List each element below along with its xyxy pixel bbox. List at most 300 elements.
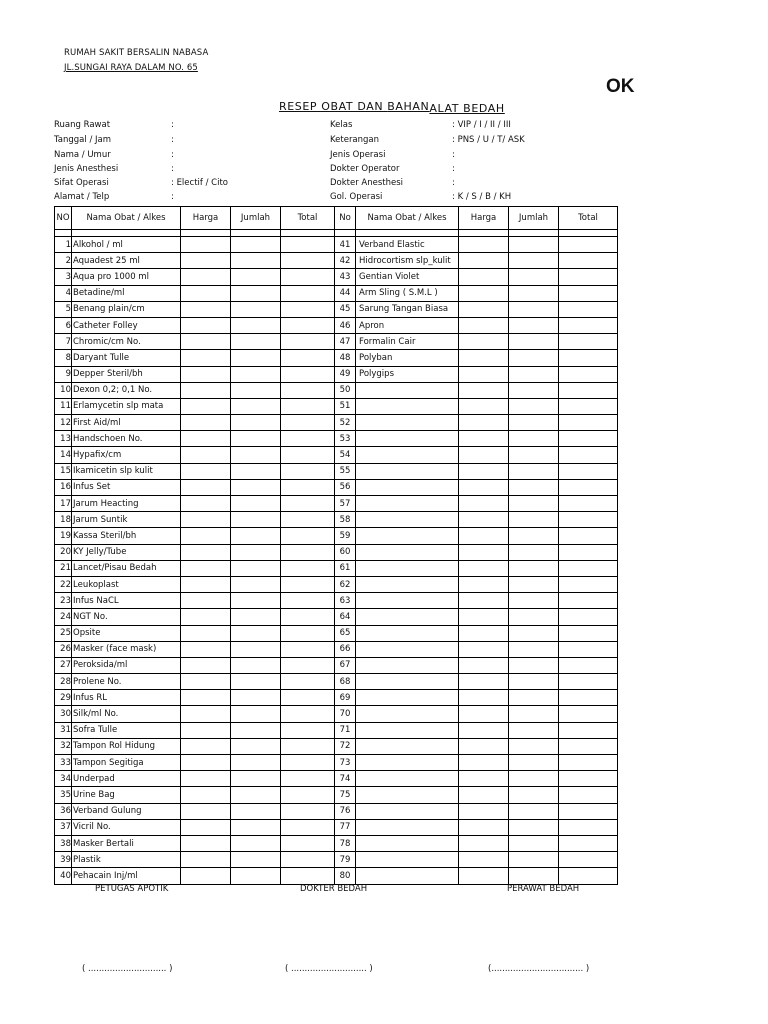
quantity-cell[interactable] [231,835,281,851]
quantity-cell[interactable] [509,447,559,463]
quantity-cell[interactable] [509,657,559,673]
item-name [356,415,459,431]
price-cell[interactable] [181,560,231,576]
item-number: 17 [55,496,72,512]
total-cell[interactable] [559,431,618,447]
price-cell[interactable] [459,803,509,819]
quantity-cell[interactable] [509,755,559,771]
quantity-cell[interactable] [231,382,281,398]
quantity-cell[interactable] [509,674,559,690]
total-cell[interactable] [559,819,618,835]
price-cell[interactable] [459,657,509,673]
header-total-right: Total [559,207,618,230]
quantity-cell[interactable] [231,285,281,301]
total-cell[interactable] [281,317,335,333]
quantity-cell[interactable] [509,803,559,819]
total-cell[interactable] [281,690,335,706]
price-cell[interactable] [459,771,509,787]
item-name [356,560,459,576]
price-cell[interactable] [181,463,231,479]
spacer-cell [356,230,459,237]
quantity-cell[interactable] [509,576,559,592]
quantity-cell[interactable] [509,868,559,884]
quantity-cell[interactable] [231,576,281,592]
total-cell[interactable] [559,415,618,431]
price-cell[interactable] [459,852,509,868]
quantity-cell[interactable] [509,819,559,835]
quantity-cell[interactable] [509,431,559,447]
price-cell[interactable] [459,544,509,560]
price-cell[interactable] [181,868,231,884]
quantity-cell[interactable] [231,771,281,787]
total-cell[interactable] [281,609,335,625]
price-cell[interactable] [181,755,231,771]
total-cell[interactable] [281,431,335,447]
total-cell[interactable] [281,722,335,738]
signature-line[interactable]: (.................................. ) [488,964,590,974]
total-cell[interactable] [559,528,618,544]
total-cell[interactable] [559,771,618,787]
total-cell[interactable] [559,593,618,609]
price-cell[interactable] [181,803,231,819]
total-cell[interactable] [559,560,618,576]
item-number: 24 [55,609,72,625]
total-cell[interactable] [281,301,335,317]
total-cell[interactable] [281,253,335,269]
table-row [55,528,618,544]
price-cell[interactable] [181,382,231,398]
field-label: Gol. Operasi [330,192,383,202]
total-cell[interactable] [281,366,335,382]
price-cell[interactable] [181,269,231,285]
field-value[interactable]: : [452,164,455,174]
total-cell[interactable] [281,447,335,463]
item-name: Chromic/cm No. [72,334,181,350]
quantity-cell[interactable] [231,738,281,754]
quantity-cell[interactable] [231,528,281,544]
item-name [356,593,459,609]
total-cell[interactable] [559,496,618,512]
quantity-cell[interactable] [231,366,281,382]
field-label: Keterangan [330,135,380,145]
quantity-cell[interactable] [509,317,559,333]
price-cell[interactable] [181,576,231,592]
header-price-left: Harga [181,207,231,230]
total-cell[interactable] [559,512,618,528]
price-cell[interactable] [459,528,509,544]
price-cell[interactable] [459,317,509,333]
total-cell[interactable] [281,706,335,722]
quantity-cell[interactable] [231,787,281,803]
price-cell[interactable] [459,593,509,609]
price-cell[interactable] [459,350,509,366]
item-name [356,528,459,544]
item-name: Jarum Suntik [72,512,181,528]
item-name: Apron [356,317,459,333]
total-cell[interactable] [559,350,618,366]
quantity-cell[interactable] [509,852,559,868]
total-cell[interactable] [559,382,618,398]
field-label: Jenis Anesthesi [54,164,119,174]
quantity-cell[interactable] [509,285,559,301]
quantity-cell[interactable] [509,690,559,706]
total-cell[interactable] [559,625,618,641]
quantity-cell[interactable] [509,641,559,657]
quantity-cell[interactable] [509,722,559,738]
price-cell[interactable] [459,722,509,738]
field-value[interactable]: : PNS / U / T/ ASK [452,135,525,145]
price-cell[interactable] [181,852,231,868]
price-cell[interactable] [181,317,231,333]
total-cell[interactable] [559,803,618,819]
total-cell[interactable] [281,576,335,592]
quantity-cell[interactable] [509,706,559,722]
total-cell[interactable] [281,350,335,366]
field-value[interactable]: : VIP / I / II / III [452,120,511,130]
total-cell[interactable] [559,253,618,269]
table-row [55,560,618,576]
total-cell[interactable] [559,544,618,560]
total-cell[interactable] [559,237,618,253]
field-value[interactable]: : [171,135,174,145]
quantity-cell[interactable] [231,690,281,706]
total-cell[interactable] [559,576,618,592]
total-cell[interactable] [281,674,335,690]
hospital-name: RUMAH SAKIT BERSALIN NABASA [64,48,209,58]
price-cell[interactable] [181,398,231,414]
quantity-cell[interactable] [231,301,281,317]
price-cell[interactable] [459,447,509,463]
quantity-cell[interactable] [509,496,559,512]
total-cell[interactable] [559,398,618,414]
item-name [356,479,459,495]
total-cell[interactable] [281,852,335,868]
field-value[interactable]: : [171,192,174,202]
price-cell[interactable] [181,544,231,560]
total-cell[interactable] [559,317,618,333]
total-cell[interactable] [281,285,335,301]
quantity-cell[interactable] [509,350,559,366]
quantity-cell[interactable] [231,431,281,447]
item-number: 19 [55,528,72,544]
field-label: Dokter Anesthesi [330,178,404,188]
total-cell[interactable] [281,560,335,576]
total-cell[interactable] [559,674,618,690]
quantity-cell[interactable] [231,350,281,366]
price-cell[interactable] [459,512,509,528]
total-cell[interactable] [281,479,335,495]
total-cell[interactable] [281,819,335,835]
price-cell[interactable] [181,447,231,463]
quantity-cell[interactable] [231,868,281,884]
item-number: 57 [335,496,356,512]
quantity-cell[interactable] [231,657,281,673]
quantity-cell[interactable] [509,609,559,625]
price-cell[interactable] [181,625,231,641]
total-cell[interactable] [559,755,618,771]
quantity-cell[interactable] [231,706,281,722]
price-cell[interactable] [459,868,509,884]
price-cell[interactable] [459,576,509,592]
quantity-cell[interactable] [231,496,281,512]
quantity-cell[interactable] [509,334,559,350]
price-cell[interactable] [181,835,231,851]
quantity-cell[interactable] [509,301,559,317]
quantity-cell[interactable] [231,674,281,690]
item-number: 74 [335,771,356,787]
item-number: 33 [55,755,72,771]
total-cell[interactable] [281,528,335,544]
total-cell[interactable] [559,657,618,673]
price-cell[interactable] [459,819,509,835]
field-value[interactable]: : [171,120,174,130]
total-cell[interactable] [281,463,335,479]
item-name [356,576,459,592]
field-value[interactable]: : Electif / Cito [171,178,228,188]
quantity-cell[interactable] [509,237,559,253]
quantity-cell[interactable] [231,512,281,528]
total-cell[interactable] [559,641,618,657]
item-name: Tampon Segitiga [72,755,181,771]
price-cell[interactable] [459,463,509,479]
total-cell[interactable] [281,641,335,657]
item-number: 52 [335,415,356,431]
total-cell[interactable] [281,787,335,803]
total-cell[interactable] [281,415,335,431]
price-cell[interactable] [181,496,231,512]
total-cell[interactable] [281,269,335,285]
price-cell[interactable] [181,593,231,609]
price-cell[interactable] [459,479,509,495]
price-cell[interactable] [181,237,231,253]
price-cell[interactable] [181,253,231,269]
price-cell[interactable] [459,738,509,754]
field-value[interactable]: : [452,150,455,160]
total-cell[interactable] [281,803,335,819]
quantity-cell[interactable] [231,819,281,835]
table-row [55,544,618,560]
total-cell[interactable] [281,593,335,609]
price-cell[interactable] [459,641,509,657]
price-cell[interactable] [181,350,231,366]
price-cell[interactable] [181,366,231,382]
quantity-cell[interactable] [231,398,281,414]
price-cell[interactable] [181,609,231,625]
signature-line[interactable]: ( ............................ ) [285,964,373,974]
price-cell[interactable] [181,787,231,803]
price-cell[interactable] [459,787,509,803]
total-cell[interactable] [281,334,335,350]
quantity-cell[interactable] [231,269,281,285]
quantity-cell[interactable] [509,398,559,414]
total-cell[interactable] [559,706,618,722]
item-name: Catheter Folley [72,317,181,333]
form-title-part2: BAHAN [387,100,430,113]
price-cell[interactable] [459,674,509,690]
field-value[interactable]: : [171,164,174,174]
item-number: 22 [55,576,72,592]
total-cell[interactable] [559,301,618,317]
item-number: 80 [335,868,356,884]
price-cell[interactable] [459,625,509,641]
item-number: 69 [335,690,356,706]
total-cell[interactable] [559,479,618,495]
price-cell[interactable] [459,560,509,576]
quantity-cell[interactable] [509,269,559,285]
quantity-cell[interactable] [231,593,281,609]
quantity-cell[interactable] [509,544,559,560]
total-cell[interactable] [559,463,618,479]
price-cell[interactable] [181,722,231,738]
total-cell[interactable] [281,771,335,787]
item-name [356,771,459,787]
price-cell[interactable] [181,771,231,787]
price-cell[interactable] [459,285,509,301]
quantity-cell[interactable] [509,835,559,851]
price-cell[interactable] [459,334,509,350]
price-cell[interactable] [459,755,509,771]
price-cell[interactable] [181,657,231,673]
total-cell[interactable] [559,609,618,625]
total-cell[interactable] [281,496,335,512]
quantity-cell[interactable] [231,755,281,771]
quantity-cell[interactable] [231,334,281,350]
quantity-cell[interactable] [231,447,281,463]
quantity-cell[interactable] [509,382,559,398]
price-cell[interactable] [459,398,509,414]
total-cell[interactable] [559,835,618,851]
quantity-cell[interactable] [509,415,559,431]
quantity-cell[interactable] [231,237,281,253]
price-cell[interactable] [459,269,509,285]
item-name: Urine Bag [72,787,181,803]
quantity-cell[interactable] [509,528,559,544]
price-cell[interactable] [181,512,231,528]
total-cell[interactable] [559,447,618,463]
price-cell[interactable] [181,528,231,544]
price-cell[interactable] [459,835,509,851]
price-cell[interactable] [181,738,231,754]
quantity-cell[interactable] [231,463,281,479]
total-cell[interactable] [559,334,618,350]
item-number: 53 [335,431,356,447]
total-cell[interactable] [559,366,618,382]
item-name [356,544,459,560]
total-cell[interactable] [559,787,618,803]
total-cell[interactable] [559,690,618,706]
total-cell[interactable] [281,398,335,414]
signature-role: PERAWAT BEDAH [507,884,580,894]
price-cell[interactable] [181,301,231,317]
quantity-cell[interactable] [231,253,281,269]
price-cell[interactable] [181,415,231,431]
total-cell[interactable] [559,285,618,301]
quantity-cell[interactable] [231,479,281,495]
total-cell[interactable] [281,544,335,560]
quantity-cell[interactable] [231,544,281,560]
price-cell[interactable] [459,706,509,722]
total-cell[interactable] [281,755,335,771]
field-value[interactable]: : K / S / B / KH [452,192,512,202]
total-cell[interactable] [559,269,618,285]
quantity-cell[interactable] [231,317,281,333]
total-cell[interactable] [559,738,618,754]
price-cell[interactable] [459,366,509,382]
total-cell[interactable] [281,512,335,528]
item-number: 36 [55,803,72,819]
total-cell[interactable] [281,625,335,641]
price-cell[interactable] [181,431,231,447]
quantity-cell[interactable] [231,722,281,738]
price-cell[interactable] [459,382,509,398]
quantity-cell[interactable] [509,253,559,269]
quantity-cell[interactable] [509,366,559,382]
signature-line[interactable]: ( ............................. ) [82,964,173,974]
total-cell[interactable] [559,852,618,868]
price-cell[interactable] [181,674,231,690]
price-cell[interactable] [181,334,231,350]
price-cell[interactable] [181,819,231,835]
quantity-cell[interactable] [231,852,281,868]
total-cell[interactable] [559,722,618,738]
quantity-cell[interactable] [509,560,559,576]
total-cell[interactable] [281,868,335,884]
quantity-cell[interactable] [509,771,559,787]
price-cell[interactable] [459,690,509,706]
total-cell[interactable] [281,237,335,253]
price-cell[interactable] [459,253,509,269]
price-cell[interactable] [459,496,509,512]
quantity-cell[interactable] [509,479,559,495]
total-cell[interactable] [281,657,335,673]
quantity-cell[interactable] [509,512,559,528]
price-cell[interactable] [459,301,509,317]
quantity-cell[interactable] [509,787,559,803]
quantity-cell[interactable] [509,593,559,609]
form-title-part3: ALAT BEDAH [429,102,505,115]
quantity-cell[interactable] [231,625,281,641]
price-cell[interactable] [459,431,509,447]
price-cell[interactable] [459,609,509,625]
total-cell[interactable] [559,868,618,884]
total-cell[interactable] [281,382,335,398]
quantity-cell[interactable] [509,625,559,641]
quantity-cell[interactable] [231,415,281,431]
item-name: Vicril No. [72,819,181,835]
quantity-cell[interactable] [509,738,559,754]
total-cell[interactable] [281,835,335,851]
field-value[interactable]: : [452,178,455,188]
quantity-cell[interactable] [231,560,281,576]
ok-badge: OK [606,76,635,97]
quantity-cell[interactable] [231,609,281,625]
table-row [55,512,618,528]
price-cell[interactable] [181,641,231,657]
price-cell[interactable] [181,285,231,301]
field-value[interactable]: : [171,150,174,160]
quantity-cell[interactable] [231,803,281,819]
quantity-cell[interactable] [509,463,559,479]
price-cell[interactable] [459,237,509,253]
price-cell[interactable] [459,415,509,431]
price-cell[interactable] [181,479,231,495]
price-cell[interactable] [181,706,231,722]
quantity-cell[interactable] [231,641,281,657]
total-cell[interactable] [281,738,335,754]
price-cell[interactable] [181,690,231,706]
table-row [55,237,618,253]
spacer-cell [459,230,509,237]
